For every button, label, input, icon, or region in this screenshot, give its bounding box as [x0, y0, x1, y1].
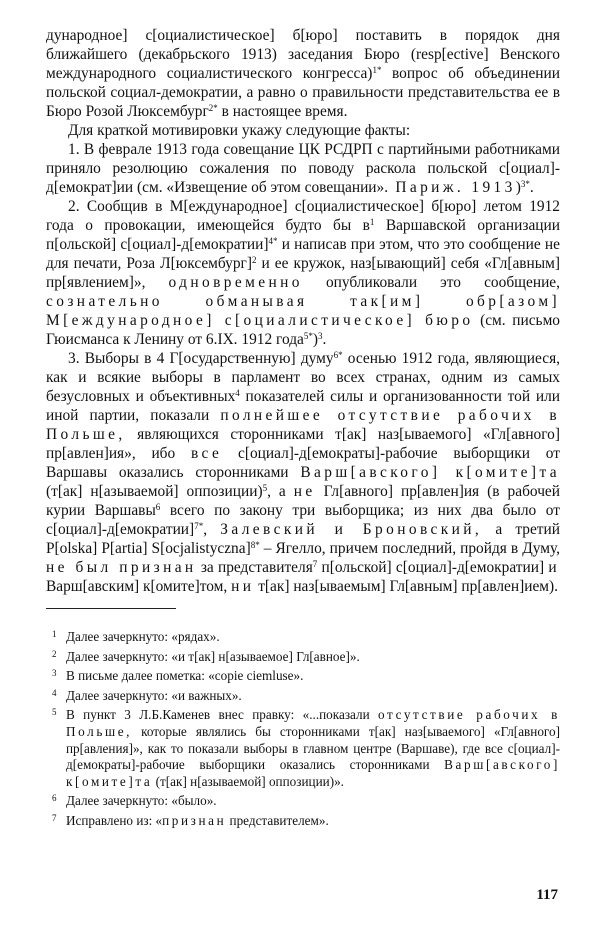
- footnote-2: [46, 646, 560, 666]
- footnote-3-num: 3: [52, 668, 57, 679]
- footnotes: [46, 626, 560, 830]
- p1-text: Для краткой мотивировки укажу следующие факты:: [68, 122, 411, 139]
- paragraph-4: [46, 349, 560, 596]
- p3-h: .: [322, 331, 327, 348]
- p4-e: с[оциал]-д[емократы]-рабочие выборщики от Варшавы оказались сторонниками: [46, 445, 560, 481]
- p2-text: 1. В феврале 1913 года совещание ЦК РСДРП с партийными работниками приняло резолюцию сожаления по поводу раскола польской с[оциал]-д[емократ]ии (см. «Извещение об этом совещании».: [46, 141, 560, 196]
- footnote-divider: [46, 608, 176, 609]
- p4-c-spaced: полнейшее отсутствие рабочих в Польше,: [46, 407, 560, 443]
- p4-p: т[ак] наз[ываемым] Гл[авным] пр[авлен]ием).: [254, 578, 558, 595]
- footnote-5: [46, 704, 560, 790]
- footnote-4-text: Далее зачеркнуто: «и важных».: [66, 687, 242, 703]
- p4-c: показателей силы и организованности той или иной партии, показали: [46, 388, 560, 424]
- p3-a: 2. Сообщив в М[еждународное] с[оциалистическое] б[юро] летом 1912 года о провокации, имеющейся будто бы в: [46, 198, 560, 234]
- p2-tail2: .: [529, 179, 534, 196]
- footnote-3-text: В письме далее пометка: «copie ciemluse».: [66, 668, 304, 684]
- footnote-3: [46, 665, 560, 685]
- p4-n-spaced: и: [548, 559, 560, 576]
- p3-f-note: 5*: [303, 331, 313, 341]
- p4-k-note: 8*: [250, 540, 260, 550]
- p4-f-note: 5: [262, 483, 268, 493]
- p4-k: а третий P[olska] P[artia] S[ocjalistyczna]: [46, 521, 560, 557]
- p4-o: Варш[авским] к[омите]том,: [46, 578, 232, 595]
- p0-text: дународное] с[оциалистическое] б[юро] поставить в порядок дня ближайшего (декабрьского 1913) заседания Бюро (resp[ective] Венского международного социалистического конгресса): [46, 27, 560, 82]
- paragraph-3: [46, 197, 560, 349]
- p4-o-spaced: ни: [231, 578, 255, 595]
- p0-tail: вопрос об объединении польской социал-демократии, а равно о правильности представительства ее в Бюро Розой Люксембург: [46, 65, 560, 120]
- p4-g: , а: [267, 483, 294, 500]
- footnote-5-a-spaced: отсутствие рабочих в Польше,: [66, 707, 560, 739]
- footnote-7-b: представителем».: [226, 812, 329, 828]
- footnote-5-a: В пункт 3 Л.Б.Каменев внес правку: «...показали: [66, 707, 379, 723]
- p4-d-spaced: все: [190, 445, 223, 462]
- p4-m: за представителя: [196, 559, 313, 576]
- p4-j: ,: [203, 521, 221, 538]
- p4-i: всего по закону три выборщика; из них два было от с[оциал]-д[емократии]: [46, 502, 560, 538]
- footnote-2-text: Далее зачеркнуто: «и т[ак] н[азываемое] Гл[авное]».: [66, 648, 360, 664]
- footnote-5-num: 5: [52, 707, 57, 718]
- p0-note2: 2*: [208, 103, 218, 113]
- main-text: [46, 26, 560, 596]
- p4-d: являющихся сторонниками т[ак] наз[ываемого] «Гл[авного] пр[авлен]ия», ибо: [46, 426, 560, 462]
- paragraph-2: [46, 140, 560, 197]
- p4-f: (т[ак] н[азываемой] оппозиции): [46, 483, 263, 500]
- p3-d-spaced: одновременно: [168, 274, 303, 291]
- p0-note: 1*: [372, 65, 382, 75]
- p4-e-spaced: Варш[авского] к[омите]та: [300, 464, 560, 481]
- footnote-1: [46, 626, 560, 646]
- p2-note: 3*: [520, 179, 530, 189]
- p4-b-note: 4: [235, 388, 240, 398]
- footnote-6-text: Далее зачеркнуто: «было».: [66, 793, 217, 809]
- p3-e: опубликовали это сообщение,: [302, 274, 560, 291]
- p3-g: ): [312, 331, 318, 348]
- footnote-1-text: Далее зачеркнуто: «рядах».: [66, 629, 220, 644]
- p0-tail2: в настоящее время.: [217, 103, 348, 120]
- footnote-5-b: которые являлись бы сторонниками т[ак] наз[ываемого] «Гл[авного] пр[авления]», как то показали выборы в главном центре (Варшаве), где все с[оциал]-д[емократы]-рабочие выборщики оказались сторонниками: [66, 723, 560, 773]
- footnote-7: [46, 810, 560, 830]
- footnote-7-num: 7: [52, 812, 57, 823]
- p3-g-note: 3: [318, 331, 323, 341]
- footnote-5-c: (т[ак] н[азываемой] оппозиции)».: [152, 773, 344, 789]
- footnote-7-a-spaced: признан: [162, 812, 227, 828]
- footnote-7-a: Исправлено из: «: [66, 812, 163, 828]
- p4-a-note: 6*: [333, 350, 343, 360]
- p4-l-spaced: не был признан: [46, 559, 197, 576]
- footnote-2-num: 2: [52, 648, 57, 659]
- p3-a-note: 1: [369, 217, 375, 227]
- footnote-4-num: 4: [52, 687, 57, 698]
- p4-h-note: 6: [155, 502, 161, 512]
- p4-h: Гл[авного] пр[авлен]ия (в рабочей курии Варшавы: [46, 483, 560, 519]
- p4-a: 3. Выборы в 4 Г[осударственную] думу: [68, 350, 334, 367]
- p4-l: – Ягелло, причем последний, пройдя в Думу,: [259, 540, 560, 557]
- footnote-6-num: 6: [52, 793, 57, 804]
- p4-n: п[ольской] с[оциал]-д[емократии]: [317, 559, 549, 576]
- p3-b: Варшавской организации п[ольской] с[оциал]-д[емократии]: [46, 217, 560, 253]
- p3-e-spaced: сознательно обманывая так[им] обр[азом] М[еждународное] с[оциалистическое] бюро: [46, 293, 560, 329]
- p3-c-note: 2: [251, 255, 257, 265]
- footnote-1-num: 1: [52, 629, 57, 639]
- p3-d: и ее кружок, наз[ывающий] себя «Гл[авным] пр[явлением]»,: [46, 255, 560, 291]
- paragraph-1: [46, 121, 560, 140]
- footnote-4: [46, 685, 560, 705]
- footnote-6: [46, 790, 560, 810]
- footnote-5-b-spaced: Варш[авского] к[омите]та: [66, 757, 560, 789]
- p4-m-note: 7: [312, 559, 318, 569]
- p3-f: (см. письмо Гюисманса к Ленину от 6.IX. 1912 года: [46, 312, 561, 348]
- p4-b: осенью 1912 года, являющиеся, как и всякие выборы в парламент во всех странах, одним из самых безусловных и объективных: [46, 350, 560, 405]
- page-number: 117: [536, 887, 558, 903]
- p4-g-spaced: не: [293, 483, 316, 500]
- p3-c: и написав при этом, что это сообщение не для печати, Роза Л[юксембург]: [46, 236, 560, 272]
- p4-j-spaced: Залевский и Броновский,: [220, 521, 483, 538]
- p3-b-note: 4*: [268, 236, 278, 246]
- p4-i-note: 7*: [194, 521, 204, 531]
- p2-spaced: Париж. 1913: [388, 179, 516, 196]
- paragraph-0: [46, 26, 560, 121]
- p2-tail: ): [515, 179, 521, 196]
